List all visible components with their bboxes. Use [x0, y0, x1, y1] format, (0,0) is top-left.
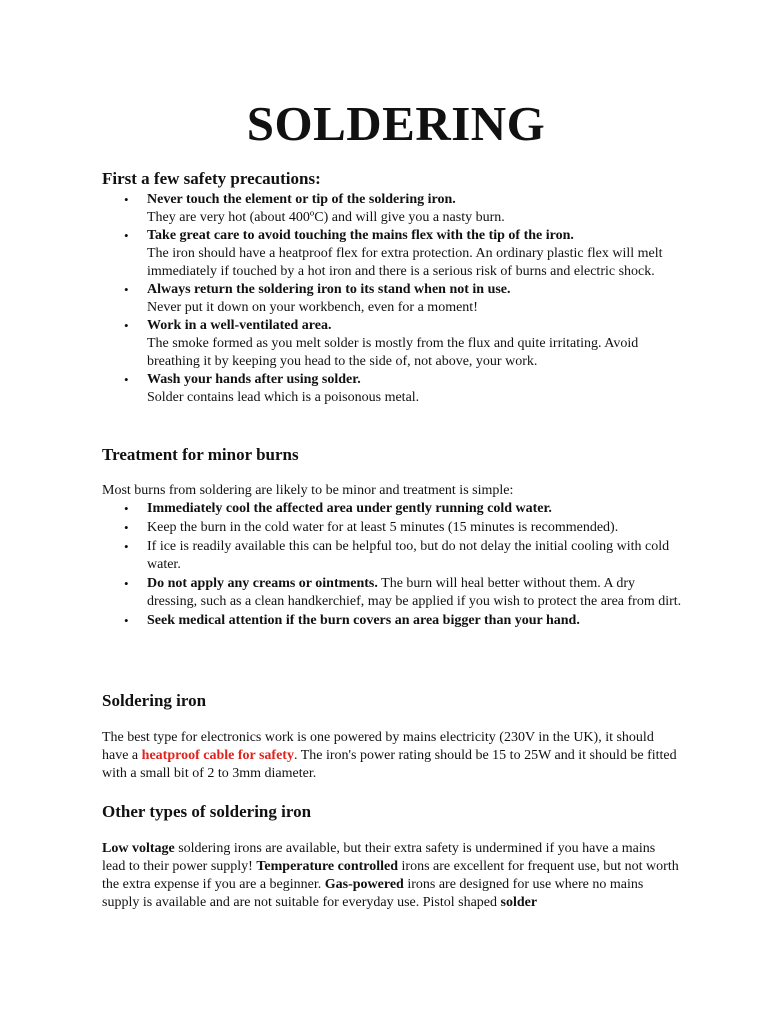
item-text: The burn will heal better without them. A dry dressing, such as a clean handkerchief, may be applied if you wish to protect the area from dirt.: [147, 576, 682, 609]
bullet-icon: •: [124, 576, 129, 591]
item-text: They are very hot (about 400ºC) and will give you a nasty burn.: [147, 210, 505, 225]
bullet-icon: •: [124, 520, 129, 535]
list-item: [102, 500, 682, 518]
item-bold: Wash your hands after using solder.: [147, 372, 361, 387]
other-text-1: soldering irons are available, but their extra safety is undermined if you have a mains lead to their power supply!: [102, 841, 656, 874]
safety-list: [102, 191, 682, 407]
item-text: Never put it down on your workbench, even for a moment!: [147, 300, 478, 315]
bullet-icon: •: [124, 501, 129, 516]
item-bold: Do not apply any creams or ointments.: [147, 576, 378, 591]
list-item: [102, 575, 682, 611]
list-item: [102, 227, 682, 281]
other-bold-4: solder: [500, 895, 538, 910]
bullet-icon: •: [124, 318, 129, 333]
bullet-icon: •: [124, 539, 129, 554]
item-text: Solder contains lead which is a poisonous metal.: [147, 390, 420, 405]
document-title: SOLDERING: [246, 96, 546, 151]
bullet-icon: •: [124, 228, 129, 243]
bullet-icon: •: [124, 192, 129, 207]
list-item: [102, 538, 682, 574]
other-text-3: irons are designed for use where no mains supply is available and are not suitable for everyday use. Pistol shaped: [102, 877, 644, 910]
item-bold: Never touch the element or tip of the soldering iron.: [147, 192, 456, 207]
other-bold-1: Low voltage: [102, 841, 175, 856]
iron-heading: Soldering iron: [102, 691, 207, 710]
safety-heading: First a few safety precautions:: [102, 169, 321, 188]
other-heading: Other types of soldering iron: [102, 802, 312, 821]
item-bold: Take great care to avoid touching the mains flex with the tip of the iron.: [147, 228, 574, 243]
list-item: [102, 191, 682, 227]
item-bold: Always return the soldering iron to its stand when not in use.: [147, 282, 511, 297]
iron-highlight: heatproof cable for safety: [141, 748, 294, 763]
item-bold: Work in a well-ventilated area.: [147, 318, 332, 333]
other-paragraph: [102, 840, 682, 912]
other-bold-2: Temperature controlled: [256, 859, 399, 874]
other-text-2: irons are excellent for frequent use, but not worth the extra expense if you are a beginner.: [102, 859, 679, 892]
burns-list: [102, 500, 682, 630]
item-bold: Immediately cool the affected area under gently running cold water.: [147, 501, 552, 516]
item-text: Keep the burn in the cold water for at least 5 minutes (15 minutes is recommended).: [147, 520, 619, 535]
list-item: [102, 519, 682, 537]
iron-text-before: The best type for electronics work is one powered by mains electricity (230V in the UK), it should have a: [102, 730, 654, 763]
burns-intro: Most burns from soldering are likely to be minor and treatment is simple:: [102, 483, 514, 498]
bullet-icon: •: [124, 613, 129, 628]
item-text: If ice is readily available this can be helpful too, but do not delay the initial cooling with cold water.: [147, 539, 670, 572]
list-item: [102, 612, 682, 630]
list-item: [102, 281, 682, 317]
iron-paragraph: [102, 729, 682, 783]
list-item: [102, 317, 682, 371]
iron-text-after: . The iron's power rating should be 15 to 25W and it should be fitted with a small bit of 2 to 3mm diameter.: [102, 748, 677, 781]
item-text: The iron should have a heatproof flex for extra protection. An ordinary plastic flex will melt immediately if touched by a hot iron and there is a serious risk of burns and electric shock.: [147, 246, 663, 279]
bullet-icon: •: [124, 372, 129, 387]
other-bold-3: Gas-powered: [324, 877, 404, 892]
bullet-icon: •: [124, 282, 129, 297]
item-text: The smoke formed as you melt solder is mostly from the flux and quite irritating. Avoid breathing it by keeping you head to the side of, not above, your work.: [147, 336, 639, 369]
burns-heading: Treatment for minor burns: [102, 445, 299, 464]
list-item: [102, 371, 682, 407]
item-bold: Seek medical attention if the burn covers an area bigger than your hand.: [147, 613, 580, 628]
